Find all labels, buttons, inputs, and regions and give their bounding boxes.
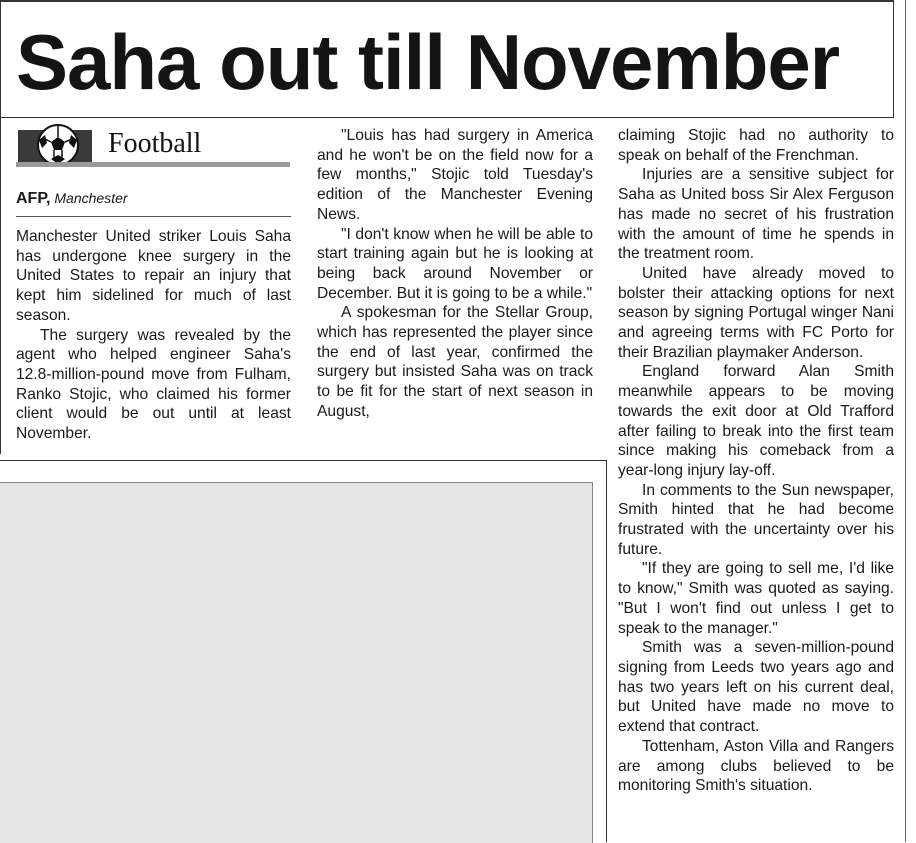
section-label: Football — [108, 128, 202, 159]
paragraph: A spokesman for the Stellar Group, which has represented the player since the end of last year, confirmed the surgery but insisted Saha was on track to be fit for the start of next season in August, — [317, 304, 593, 420]
paragraph: The surgery was revealed by the agent who helped engineer Saha's 12.8-million-pound move from Fulham, Ranko Stojic, who claimed his former client would be out until at least November. — [16, 326, 291, 443]
paragraph: In comments to the Sun newspaper, Smith hinted that he had become frustrated with the uncertainty over his future. — [618, 481, 894, 558]
soccer-ball-icon — [18, 124, 92, 166]
frame-left-rule — [0, 0, 1, 454]
paragraph: Tottenham, Aston Villa and Rangers are among clubs believed to be monitoring Smith's situation. — [618, 737, 894, 795]
top-rule — [0, 0, 893, 2]
byline-rule — [16, 216, 291, 217]
paragraph: Injuries are a sensitive subject for Saha as United boss Sir Alex Ferguson has made no secret of his frustration with the amount of time he spends in the treatment room. — [618, 166, 894, 263]
paragraph: Smith was a seven-million-pound signing from Leeds two years ago and has two years left on his current deal, but United have made no move to extend that contract. — [618, 639, 894, 736]
article-bottom-rule — [0, 460, 606, 461]
article-column-3 — [618, 126, 894, 796]
paragraph: United have already moved to bolster their attacking options for next season by signing Portugal winger Nani and agreeing terms with FC Porto for their Brazilian playmaker Anderson. — [618, 264, 894, 361]
column3-left-rule — [606, 460, 607, 842]
byline-city: Manchester — [54, 190, 128, 206]
article-column-2 — [317, 126, 593, 422]
byline-agency: AFP, — [16, 190, 51, 207]
section-tag — [16, 124, 290, 168]
article-column-1 — [16, 227, 291, 444]
paragraph: England forward Alan Smith meanwhile appears to be moving towards the exit door at Old Trafford after failing to break into the first team since making his comeback from a year-long injury lay-off. — [618, 363, 894, 479]
frame-right-rule — [893, 0, 894, 118]
section-underline — [16, 162, 290, 167]
paragraph: "Louis has had surgery in America and he won't be on the field now for a few months," Stojic told Tuesday's edition of the Manchester Evening News. — [317, 127, 593, 223]
column-divider-right — [905, 0, 906, 842]
headline-bottom-rule — [0, 117, 894, 118]
paragraph: "I don't know when he will be able to start training again but he is looking at being back around November or December. But it is going to be a while." — [317, 225, 593, 302]
byline — [16, 188, 128, 209]
blank-ad-space — [0, 482, 593, 843]
paragraph: "If they are going to sell me, I'd like to know," Smith was quoted as saying. "But I won't find out unless I get to speak to the manager." — [618, 560, 894, 637]
headline: Saha out till November — [16, 18, 840, 106]
paragraph: Manchester United striker Louis Saha has undergone knee surgery in the United States to repair an injury that kept him sidelined for much of last season. — [16, 228, 291, 324]
paragraph: claiming Stojic had no authority to speak on behalf of the Frenchman. — [618, 127, 894, 164]
